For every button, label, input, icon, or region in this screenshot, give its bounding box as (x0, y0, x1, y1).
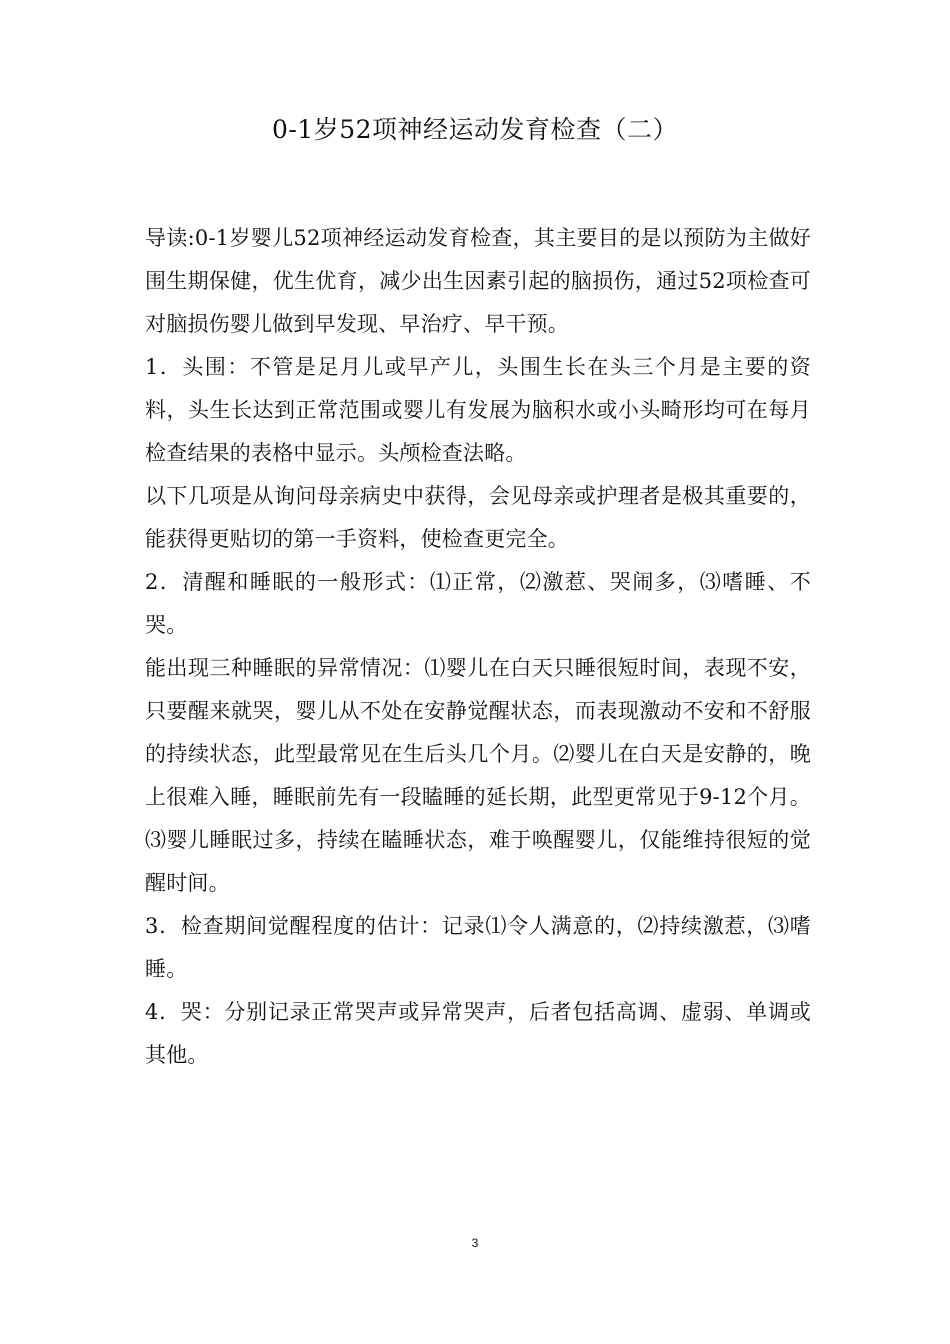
intro-paragraph: 导读:0-1岁婴儿52项神经运动发育检查，其主要目的是以预防为主做好围生期保健，优生优育，减少出生因素引起的脑损伤，通过52项检查可对脑损伤婴儿做到早发现、早治疗、早干预。 (145, 226, 811, 336)
item-4-cry: 4．哭：分别记录正常哭声或异常哭声，后者包括高调、虚弱、单调或其他。 (145, 1000, 811, 1067)
document-body (145, 217, 811, 1077)
item-1-head-circumference: 1．头围：不管是足月儿或早产儿，头围生长在头三个月是主要的资料，头生长达到正常范围或婴儿有发展为脑积水或小头畸形均可在每月检查结果的表格中显示。头颅检查法略。 (145, 355, 811, 465)
page-title: 0-1岁52项神经运动发育检查（二） (271, 115, 679, 144)
item-3-alertness: 3．检查期间觉醒程度的估计：记录⑴令人满意的，⑵持续激惹，⑶嗜睡。 (145, 914, 811, 981)
page-number: 3 (471, 1236, 479, 1250)
history-note-paragraph: 以下几项是从询问母亲病史中获得，会见母亲或护理者是极其重要的，能获得更贴切的第一手资料，使检查更完全。 (145, 484, 811, 551)
item-2-wake-sleep: 2．清醒和睡眠的一般形式：⑴正常，⑵激惹、哭闹多，⑶嗜睡、不哭。 (145, 570, 811, 637)
sleep-abnormality-paragraph: 能出现三种睡眠的异常情况：⑴婴儿在白天只睡很短时间，表现不安，只要醒来就哭，婴儿从不处在安静觉醒状态，而表现激动不安和不舒服的持续状态，此型最常见在生后头几个月。⑵婴儿在白天是安静的，晚上很难入睡，睡眠前先有一段瞌睡的延长期，此型更常见于9-12个月。⑶婴儿睡眠过多，持续在瞌睡状态，难于唤醒婴儿，仅能维持很短的觉醒时间。 (145, 656, 811, 895)
